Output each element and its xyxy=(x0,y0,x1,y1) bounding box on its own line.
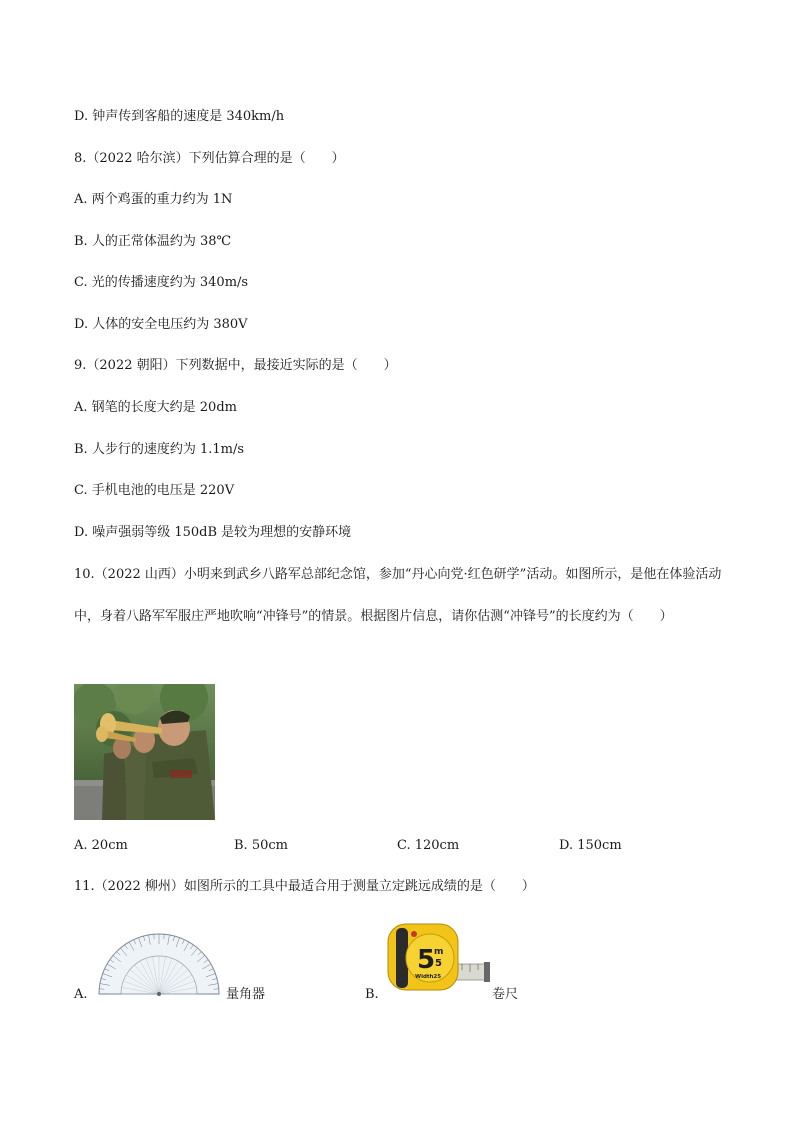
q10-option-b: B. 50cm xyxy=(234,838,288,853)
protractor-image xyxy=(96,926,222,996)
q8-option-d: D. 人体的安全电压约为 380V xyxy=(74,317,248,332)
q8-option-b: B. 人的正常体温约为 38℃ xyxy=(74,234,232,249)
tape-unit: m xyxy=(434,947,444,957)
q9-option-d: D. 噪声强弱等级 150dB 是较为理想的安静环境 xyxy=(74,525,352,540)
q9-option-b: B. 人步行的速度约为 1.1m/s xyxy=(74,442,245,457)
tape-measure-image xyxy=(384,920,490,994)
q11-option-b-label: B. xyxy=(365,987,379,1002)
question-9: 9.（2022 朝阳）下列数据中，最接近实际的是（ ） xyxy=(74,358,397,373)
question-11: 11.（2022 柳州）如图所示的工具中最适合用于测量立定跳远成绩的是（ ） xyxy=(74,879,535,894)
question-10: 10.（2022 山西）小明来到武乡八路军总部纪念馆，参加“丹心向党·红色研学”活动。如图所示，是他在体验活动中，身着八路军军服庄严地吹响“冲锋号”的情景。根据图片信息，请你估测“冲锋号”的长度约为（ ） xyxy=(74,567,722,624)
tape-size-digit: 5 xyxy=(417,945,436,975)
q8-option-c: C. 光的传播速度约为 340m/s xyxy=(74,275,249,290)
tape-size-decimal: 5 xyxy=(435,958,442,969)
q10-option-a: A. 20cm xyxy=(74,838,128,853)
q7-option-d: D. 钟声传到客船的速度是 340km/h xyxy=(74,109,285,124)
question-8: 8.（2022 哈尔滨）下列估算合理的是（ ） xyxy=(74,151,345,166)
q9-option-c: C. 手机电池的电压是 220V xyxy=(74,483,235,498)
q10-option-d: D. 150cm xyxy=(559,838,622,853)
q11-option-a-label: A. xyxy=(74,987,88,1002)
q11-option-a-caption: 量角器 xyxy=(226,987,266,1002)
q10-option-c: C. 120cm xyxy=(397,838,460,853)
q8-option-a: A. 两个鸡蛋的重力约为 1N xyxy=(74,192,233,207)
bugler-photo xyxy=(74,684,215,820)
q9-option-a: A. 钢笔的长度大约是 20dm xyxy=(74,400,237,415)
q11-option-b-caption: 卷尺 xyxy=(492,987,519,1002)
tape-width-label: Width25 xyxy=(415,974,442,980)
